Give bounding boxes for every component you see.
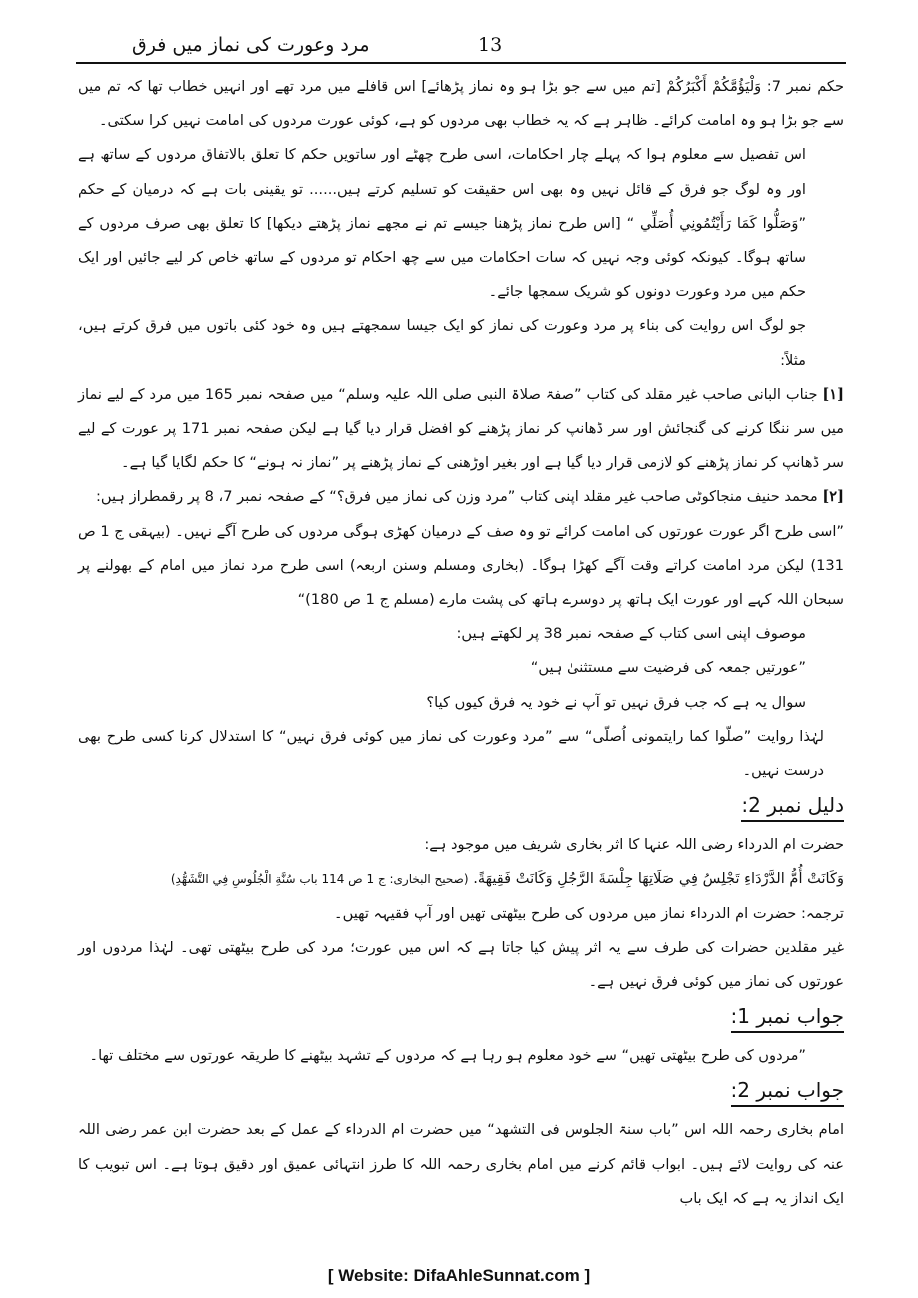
- translation: ترجمہ: حضرت ام الدرداء نماز میں مردوں کی طرح بیٹھتی تھیں اور آپ فقیہہ تھیں۔: [334, 904, 844, 922]
- paragraph: حضرت ام الدرداء رضی اللہ عنہا کا اثر بخاری شریف میں موجود ہے:: [424, 836, 844, 854]
- paragraph: لہٰذا روایت ”صلّوا کما رایتمونی اُصلّی“ سے ”مرد وعورت کی نماز میں کوئی فرق نہیں“ کا استدلال کرنا کسی طرح بھی درست نہیں۔: [78, 727, 824, 780]
- item-marker: [۲]: [822, 488, 844, 506]
- list-item: [78, 480, 844, 514]
- item-marker: [۱]: [822, 385, 844, 403]
- paragraph: سوال یہ ہے کہ جب فرق نہیں تو آپ نے خود یہ فرق کیوں کیا؟: [426, 693, 806, 711]
- citation: (صحیح البخاری: ج 1 ص 114 باب سُنَّةِ الْجُلُوسِ فِي التَّشَهُّدِ): [170, 872, 469, 887]
- arabic-text: وَكَانَتْ أُمُّ الدَّرْدَاءِ تَجْلِسُ فِي صَلَاتِهَا جِلْسَةَ الرَّجُلِ وَكَانَتْ فَقِيهَةً.: [473, 870, 844, 888]
- page-body: [78, 70, 844, 1216]
- quotation: ”عورتیں جمعہ کی فرضیت سے مستثنیٰ ہیں“: [530, 659, 806, 677]
- list-item: [78, 378, 844, 481]
- header-rule: [76, 62, 846, 64]
- page-number: 13: [478, 34, 503, 56]
- website-footer: [ Website: DifaAhleSunnat.com ]: [327, 1266, 591, 1285]
- paragraph: حکم نمبر 7: وَلْيَؤُمَّكُمْ أَكْبَرُكُمْ [تم میں سے جو بڑا ہو وہ نماز پڑھائے] اس قافلے میں مرد تھے اور انہیں خطاب تھا کہ تم میں سے جو بڑا ہو وہ امامت کرائے۔ ظاہر ہے کہ یہ خطاب بھی مردوں کو ہے، کوئی عورت مردوں کی امامت نہیں کرا سکتی۔: [78, 78, 845, 130]
- section-heading: جواب نمبر 1:: [731, 1001, 844, 1033]
- paragraph: اس تفصیل سے معلوم ہوا کہ پہلے چار احکامات، اسی طرح چھٹے اور ساتویں حکم کا تعلق بالاتفاق مردوں کے ساتھ ہے اور وہ لوگ جو فرق کے قائل نہیں وہ بھی اس حقیقت کو تسلیم کرتے ہیں...... تو یقینی بات ہے کہ درمیان کے حکم ”وَصَلُّوا كَمَا رَأَيْتُمُونِي أُصَلِّي “ [اس طرح نماز پڑھنا جیسے تم نے مجھے نماز پڑھتے دیکھا] کا تعلق بھی صرف مردوں کے ساتھ ہوگا۔ کیونکہ کوئی وجہ نہیں کہ سات احکامات میں سے چھ احکام تو مردوں کے ساتھ خاص کر لیے جائیں اور ایک حکم میں مرد وعورت دونوں کو شریک سمجھا جائے۔: [78, 146, 806, 301]
- running-title: مرد وعورت کی نماز میں فرق: [132, 34, 370, 56]
- list-item-text: جناب البانی صاحب غیر مقلد کی کتاب ”صفۃ صلاۃ النبی صلی اللہ علیہ وسلم“ میں صفحہ نمبر 165 میں مرد کے لیے نماز میں سر ننگا کرنے کی گنجائش اور سر ڈھانپ کر نماز پڑھنے کو افضل قرار دیا گیا ہے لیکن صفحہ نمبر 171 پر عورت کے لیے سر ڈھانپ کر نماز پڑھنے کو لازمی قرار دیا گیا ہے اور بغیر اوڑھنی کے نماز پڑھنے پر ”نماز نہ ہونے“ کا حکم لگایا گیا ہے۔: [78, 385, 845, 472]
- quotation: ”اسی طرح اگر عورت عورتوں کی امامت کرائے تو وہ صف کے درمیان کھڑی ہوگی مردوں کی طرح آگے نہیں۔ (بیہقی ج 1 ص 131) لیکن مرد امامت کراتے وقت آگے کھڑا ہوگا۔ (بخاری ومسلم وسنن اربعہ) اسی طرح مرد نماز میں امام کے بھولنے پر سبحان اللہ کہے اور عورت ایک ہاتھ پر دوسرے ہاتھ کی پشت مارے (مسلم ج 1 ص 180)“: [78, 522, 844, 609]
- arabic-quote: [78, 862, 844, 896]
- paragraph: جو لوگ اس روایت کی بناء پر مرد وعورت کی نماز کو ایک جیسا سمجھتے ہیں وہ خود کئی باتوں میں فرق کرتے ہیں، مثلاً:: [78, 317, 806, 369]
- paragraph: غیر مقلدین حضرات کی طرف سے یہ اثر پیش کیا جاتا ہے کہ اس میں عورت؛ مرد کی طرح بیٹھتی تھی۔ لہٰذا مردوں اور عورتوں کی نماز میں کوئی فرق نہیں ہے۔: [78, 938, 844, 991]
- section-heading: دلیل نمبر 2:: [741, 790, 844, 822]
- paragraph: ”مردوں کی طرح بیٹھتی تھیں“ سے خود معلوم ہو رہا ہے کہ مردوں کے تشہد بیٹھنے کا طریقہ عورتوں سے مختلف تھا۔: [89, 1047, 806, 1065]
- list-item-text: محمد حنیف منجاکوٹی صاحب غیر مقلد اپنی کتاب ”مرد وزن کی نماز میں فرق؟“ کے صفحہ نمبر 7، 8 پر رقمطراز ہیں:: [95, 488, 818, 506]
- paragraph: موصوف اپنی اسی کتاب کے صفحہ نمبر 38 پر لکھتے ہیں:: [456, 625, 806, 643]
- paragraph: امام بخاری رحمہ اللہ اس ”باب سنۃ الجلوس فی التشھد“ میں حضرت ام الدرداء کے عمل کے بعد حضرت ابن عمر رضی اللہ عنہ کی روایت لائے ہیں۔ ابواب قائم کرنے میں امام بخاری رحمہ اللہ کا طرز انتہائی عمیق اور دقیق ہوتا ہے۔ اس تبویب کا ایک انداز یہ ہے کہ ایک باب: [78, 1121, 844, 1207]
- section-heading: جواب نمبر 2:: [731, 1075, 844, 1107]
